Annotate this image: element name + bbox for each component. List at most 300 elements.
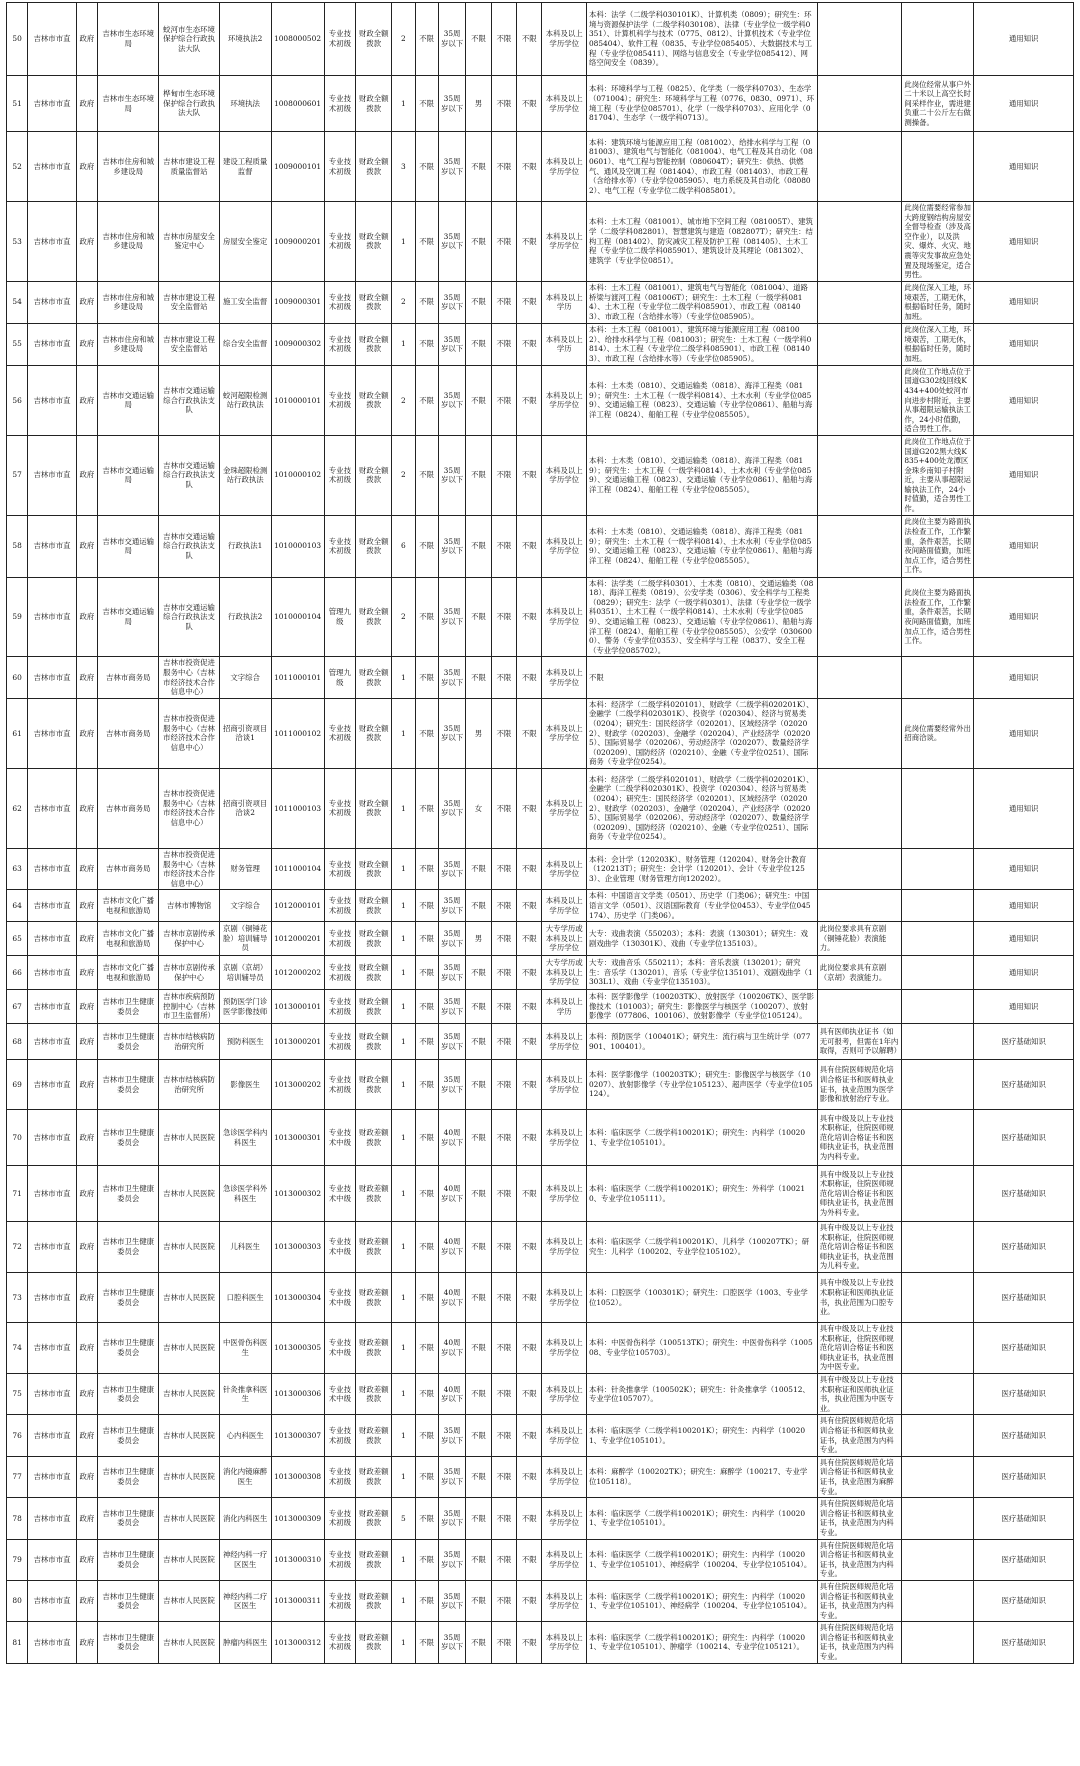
unit-cell: 吉林市交通运输综合行政执法支队: [159, 515, 219, 577]
hire-count-cell: 1: [392, 956, 415, 990]
post-type-cell: 专业技术初级: [324, 1622, 356, 1663]
gender-cell: 不限: [466, 1456, 491, 1497]
post-type-cell: 专业技术初级: [324, 956, 356, 990]
ethnicity-cell: 不限: [491, 76, 516, 132]
gender-cell: 不限: [466, 1110, 491, 1166]
post-name-cell: 消化内科医生: [219, 1498, 271, 1539]
ethnicity-cell: 不限: [491, 1580, 516, 1621]
unit-cell: 吉林市结核病防治研究所: [159, 1060, 219, 1110]
row-number: 59: [7, 577, 28, 657]
gender-cell: 不限: [466, 1580, 491, 1621]
fee-cell: 不限: [415, 1323, 438, 1374]
other-conditions-cell: 具有中级及以上专业技术职称证，住院医师规范化培训合格证书和医师执业证书，执业范围为外科专业。: [817, 1166, 902, 1222]
post-code-cell: 1013000309: [271, 1498, 324, 1539]
ethnicity-cell: 不限: [491, 202, 516, 282]
row-number: 62: [7, 768, 28, 848]
fee-cell: 不限: [415, 1374, 438, 1415]
table-row: [7, 132, 1074, 202]
row-number: 60: [7, 657, 28, 698]
gender-cell: 不限: [466, 956, 491, 990]
ethnicity-cell: 不限: [491, 281, 516, 323]
department-cell: 吉林市卫生健康委员会: [98, 1166, 159, 1222]
region-cell: 吉林市市直: [28, 1273, 77, 1323]
unit-cell: 吉林市建设工程安全监督站: [159, 281, 219, 323]
education-cell: 本科及以上学历学位: [542, 577, 586, 657]
table-row: [7, 202, 1074, 282]
major-requirements-cell: 本科：土木类（0810）、交通运输类（0818）、海洋工程类（0819）；研究生：土木工程（一级学科0814）、土木水利（专业学位0859）、交通运输工程（0823）、交通运输（专业学位0861）、船舶与海洋工程（0824）、船舶工程（专业学位085505）。: [586, 435, 817, 515]
type-cell: 政府: [76, 956, 97, 990]
funding-cell: 财政全额拨款: [356, 922, 392, 956]
education-cell: 本科及以上学历: [542, 323, 586, 365]
remark-cell: 此岗位需要经常外出招商洽谈。: [902, 698, 974, 768]
post-code-cell: 1011000101: [271, 657, 324, 698]
hire-count-cell: 1: [392, 922, 415, 956]
gender-cell: 不限: [466, 1060, 491, 1110]
other-conditions-cell: [817, 323, 902, 365]
ethnicity-cell: 不限: [491, 990, 516, 1024]
unit-cell: 吉林市博物馆: [159, 890, 219, 922]
post-name-cell: 建设工程质量监督: [219, 132, 271, 202]
education-cell: 本科及以上学历学位: [542, 76, 586, 132]
department-cell: 吉林市住房和城乡建设局: [98, 132, 159, 202]
age-cell: 35周岁以下: [438, 365, 466, 435]
unit-cell: 吉林市人民医院: [159, 1498, 219, 1539]
unit-cell: 吉林市交通运输综合行政执法支队: [159, 435, 219, 515]
political-cell: 不限: [517, 577, 542, 657]
political-cell: 不限: [517, 657, 542, 698]
hire-count-cell: 1: [392, 202, 415, 282]
post-type-cell: 专业技术中级: [324, 1110, 356, 1166]
type-cell: 政府: [76, 365, 97, 435]
major-requirements-cell: 本科：土木类（0810）、交通运输类（0818）、海洋工程类（0819）；研究生：土木工程（一级学科0814）、土木水利（专业学位0859）、交通运输工程（0823）、交通运输（专业学位0861）、船舶与海洋工程（0824）、船舶工程（专业学位085505）。: [586, 515, 817, 577]
region-cell: 吉林市市直: [28, 657, 77, 698]
age-cell: 35周岁以下: [438, 1456, 466, 1497]
fee-cell: 不限: [415, 365, 438, 435]
row-number: 78: [7, 1498, 28, 1539]
post-name-cell: 综合安全监督: [219, 323, 271, 365]
type-cell: 政府: [76, 657, 97, 698]
post-type-cell: 专业技术初级: [324, 1024, 356, 1060]
ethnicity-cell: 不限: [491, 1222, 516, 1273]
funding-cell: 财政全额拨款: [356, 956, 392, 990]
post-type-cell: 专业技术初级: [324, 1580, 356, 1621]
unit-cell: 吉林市人民医院: [159, 1110, 219, 1166]
major-requirements-cell: 本科：环境科学与工程（0825）、化学类（一级学科0703）、生态学（071004）；研究生：环境科学与工程（0776、0830、0971）、环境工程（专业学位085701）、化学（一级学科0703）、应用化学（081704）、生态学（一级学科0713）。: [586, 76, 817, 132]
region-cell: 吉林市市直: [28, 1323, 77, 1374]
post-name-cell: 环境执法2: [219, 3, 271, 76]
remark-cell: [902, 1110, 974, 1166]
table-row: [7, 890, 1074, 922]
funding-cell: 财政差额拨款: [356, 1498, 392, 1539]
age-cell: 35周岁以下: [438, 577, 466, 657]
remark-cell: 此岗位主要为路面执法检查工作，工作繁重，条件艰苦，长期夜间路面值勤，加班加点工作，适合男性工作。: [902, 577, 974, 657]
region-cell: 吉林市市直: [28, 848, 77, 889]
age-cell: 40周岁以下: [438, 1110, 466, 1166]
post-type-cell: 专业技术中级: [324, 1166, 356, 1222]
post-code-cell: 1009000301: [271, 281, 324, 323]
post-type-cell: 专业技术初级: [324, 1060, 356, 1110]
row-number: 57: [7, 435, 28, 515]
age-cell: 35周岁以下: [438, 1539, 466, 1580]
exam-subject-cell: 医疗基础知识: [974, 1024, 1074, 1060]
education-cell: 本科及以上学历学位: [542, 1498, 586, 1539]
exam-subject-cell: 通用知识: [974, 365, 1074, 435]
region-cell: 吉林市市直: [28, 956, 77, 990]
department-cell: 吉林市住房和城乡建设局: [98, 202, 159, 282]
unit-cell: 吉林市人民医院: [159, 1580, 219, 1621]
exam-subject-cell: 医疗基础知识: [974, 1222, 1074, 1273]
post-code-cell: 1013000301: [271, 1110, 324, 1166]
department-cell: 吉林市卫生健康委员会: [98, 1323, 159, 1374]
exam-subject-cell: 医疗基础知识: [974, 1060, 1074, 1110]
row-number: 54: [7, 281, 28, 323]
remark-cell: [902, 890, 974, 922]
education-cell: 本科及以上学历: [542, 990, 586, 1024]
type-cell: 政府: [76, 768, 97, 848]
department-cell: 吉林市卫生健康委员会: [98, 1539, 159, 1580]
post-name-cell: 儿科医生: [219, 1222, 271, 1273]
funding-cell: 财政差额拨款: [356, 1415, 392, 1456]
age-cell: 35周岁以下: [438, 281, 466, 323]
post-name-cell: 消化内镜麻醉医生: [219, 1456, 271, 1497]
exam-subject-cell: 医疗基础知识: [974, 1415, 1074, 1456]
fee-cell: 不限: [415, 435, 438, 515]
type-cell: 政府: [76, 1374, 97, 1415]
row-number: 68: [7, 1024, 28, 1060]
age-cell: 35周岁以下: [438, 76, 466, 132]
department-cell: 吉林市交通运输局: [98, 515, 159, 577]
post-name-cell: 神经内科二疗区医生: [219, 1580, 271, 1621]
department-cell: 吉林市文化广播电视和旅游局: [98, 922, 159, 956]
education-cell: 大专学历或本科及以上学历学位: [542, 922, 586, 956]
ethnicity-cell: 不限: [491, 323, 516, 365]
unit-cell: 吉林市人民医院: [159, 1273, 219, 1323]
table-row: [7, 1323, 1074, 1374]
ethnicity-cell: 不限: [491, 890, 516, 922]
hire-count-cell: 1: [392, 1222, 415, 1273]
post-name-cell: 京剧（京胡）培训辅导员: [219, 956, 271, 990]
age-cell: 35周岁以下: [438, 956, 466, 990]
region-cell: 吉林市市直: [28, 515, 77, 577]
department-cell: 吉林市住房和城乡建设局: [98, 281, 159, 323]
post-code-cell: 1013000310: [271, 1539, 324, 1580]
department-cell: 吉林市文化广播电视和旅游局: [98, 956, 159, 990]
education-cell: 本科及以上学历学位: [542, 890, 586, 922]
funding-cell: 财政全额拨款: [356, 365, 392, 435]
post-code-cell: 1008000502: [271, 3, 324, 76]
fee-cell: 不限: [415, 657, 438, 698]
political-cell: 不限: [517, 132, 542, 202]
table-row: [7, 1580, 1074, 1621]
ethnicity-cell: 不限: [491, 435, 516, 515]
unit-cell: 吉林市投资促进服务中心（吉林市经济技术合作信息中心）: [159, 768, 219, 848]
other-conditions-cell: 具有中级及以上专业技术职称证，住院医师规范化培训合格证书和医师执业证书，执业范围为内科专业。: [817, 1110, 902, 1166]
fee-cell: 不限: [415, 1580, 438, 1621]
post-code-cell: 1013000302: [271, 1166, 324, 1222]
major-requirements-cell: 本科：临床医学（二级学科100201K）；研究生：内科学（100201、专业学位105101）。: [586, 1498, 817, 1539]
major-requirements-cell: 本科：会计学（120203K）、财务管理（120204）、财务会计教育（120213T）；研究生：会计学（120201）、会计（专业学位1253）、企业管理（财务管理方向120202）。: [586, 848, 817, 889]
remark-cell: [902, 1323, 974, 1374]
exam-subject-cell: 通用知识: [974, 281, 1074, 323]
unit-cell: 吉林市京剧传承保护中心: [159, 956, 219, 990]
major-requirements-cell: 本科：临床医学（二级学科100201K）；研究生：外科学（100210、专业学位105111）。: [586, 1166, 817, 1222]
row-number: 55: [7, 323, 28, 365]
age-cell: 35周岁以下: [438, 1622, 466, 1663]
table-row: [7, 323, 1074, 365]
department-cell: 吉林市商务局: [98, 657, 159, 698]
region-cell: 吉林市市直: [28, 1060, 77, 1110]
region-cell: 吉林市市直: [28, 323, 77, 365]
unit-cell: 吉林市结核病防治研究所: [159, 1024, 219, 1060]
hire-count-cell: 2: [392, 435, 415, 515]
post-type-cell: 管理九级: [324, 657, 356, 698]
gender-cell: 不限: [466, 848, 491, 889]
hire-count-cell: 1: [392, 1166, 415, 1222]
row-number: 70: [7, 1110, 28, 1166]
ethnicity-cell: 不限: [491, 698, 516, 768]
post-type-cell: 管理九级: [324, 577, 356, 657]
major-requirements-cell: 本科：中医骨伤科学（100513TK）；研究生：中医骨伤科学（100508、专业学位105703）。: [586, 1323, 817, 1374]
political-cell: 不限: [517, 1456, 542, 1497]
exam-subject-cell: 医疗基础知识: [974, 1498, 1074, 1539]
department-cell: 吉林市卫生健康委员会: [98, 1024, 159, 1060]
department-cell: 吉林市交通运输局: [98, 577, 159, 657]
exam-subject-cell: 通用知识: [974, 435, 1074, 515]
other-conditions-cell: 具有中级及以上专业技术职称证，住院医师规范化培训合格证书和医师执业证书，执业范围为中医专业。: [817, 1323, 902, 1374]
major-requirements-cell: 本科：临床医学（二级学科100201K）；研究生：内科学（100201、专业学位105101）、神经病学（100204、专业学位105104）。: [586, 1580, 817, 1621]
type-cell: 政府: [76, 890, 97, 922]
political-cell: 不限: [517, 768, 542, 848]
post-name-cell: 心内科医生: [219, 1415, 271, 1456]
unit-cell: 吉林市交通运输综合行政执法支队: [159, 577, 219, 657]
post-name-cell: 蛟河超限检测站行政执法: [219, 365, 271, 435]
post-type-cell: 专业技术中级: [324, 1374, 356, 1415]
age-cell: 35周岁以下: [438, 698, 466, 768]
type-cell: 政府: [76, 848, 97, 889]
gender-cell: 不限: [466, 1024, 491, 1060]
fee-cell: 不限: [415, 76, 438, 132]
political-cell: 不限: [517, 76, 542, 132]
education-cell: 本科及以上学历学位: [542, 1222, 586, 1273]
post-type-cell: 专业技术初级: [324, 3, 356, 76]
table-row: [7, 848, 1074, 889]
post-name-cell: 财务管理: [219, 848, 271, 889]
funding-cell: 财政全额拨款: [356, 848, 392, 889]
fee-cell: 不限: [415, 1273, 438, 1323]
political-cell: 不限: [517, 515, 542, 577]
type-cell: 政府: [76, 132, 97, 202]
hire-count-cell: 1: [392, 1110, 415, 1166]
age-cell: 35周岁以下: [438, 1024, 466, 1060]
gender-cell: 男: [466, 922, 491, 956]
post-name-cell: 施工安全监督: [219, 281, 271, 323]
table-row: [7, 922, 1074, 956]
gender-cell: 不限: [466, 1374, 491, 1415]
ethnicity-cell: 不限: [491, 1273, 516, 1323]
other-conditions-cell: [817, 281, 902, 323]
region-cell: 吉林市市直: [28, 1222, 77, 1273]
row-number: 73: [7, 1273, 28, 1323]
table-row: [7, 990, 1074, 1024]
remark-cell: [902, 1222, 974, 1273]
funding-cell: 财政全额拨款: [356, 435, 392, 515]
exam-subject-cell: 医疗基础知识: [974, 1622, 1074, 1663]
type-cell: 政府: [76, 1456, 97, 1497]
major-requirements-cell: 本科：临床医学（二级学科100201K）；研究生：内科学（100201、专业学位105101）、肿瘤学（100214、专业学位105121）。: [586, 1622, 817, 1663]
education-cell: 本科及以上学历学位: [542, 768, 586, 848]
hire-count-cell: 1: [392, 1323, 415, 1374]
type-cell: 政府: [76, 1539, 97, 1580]
fee-cell: 不限: [415, 1166, 438, 1222]
ethnicity-cell: 不限: [491, 768, 516, 848]
ethnicity-cell: 不限: [491, 956, 516, 990]
funding-cell: 财政全额拨款: [356, 657, 392, 698]
funding-cell: 财政全额拨款: [356, 515, 392, 577]
hire-count-cell: 1: [392, 768, 415, 848]
major-requirements-cell: 本科：土木工程（081001）、建筑环境与能源应用工程（081002）、给排水科学与工程（081003）；研究生：土木工程（一级学科0814）、土木工程（专业学位二级学科085901）、市政工程（081403）、市政工程（含给排水等）（专业学位085905）。: [586, 323, 817, 365]
row-number: 69: [7, 1060, 28, 1110]
hire-count-cell: 2: [392, 281, 415, 323]
region-cell: 吉林市市直: [28, 922, 77, 956]
education-cell: 本科及以上学历学位: [542, 1323, 586, 1374]
ethnicity-cell: 不限: [491, 1166, 516, 1222]
other-conditions-cell: 具有中级及以上专业技术职称证和医师执业证书，执业范围为口腔专业。: [817, 1273, 902, 1323]
table-row: [7, 3, 1074, 76]
post-type-cell: 专业技术初级: [324, 202, 356, 282]
major-requirements-cell: 本科：麻醉学（100202TK）；研究生：麻醉学（100217、专业学位105118）。: [586, 1456, 817, 1497]
major-requirements-cell: 本科：土木类（0810）、交通运输类（0818）、海洋工程类（0819）；研究生：土木工程（一级学科0814）、土木水利（专业学位0859）、交通运输工程（0823）、交通运输（专业学位0861）、船舶与海洋工程（0824）、船舶工程（专业学位085505）。: [586, 365, 817, 435]
gender-cell: 不限: [466, 365, 491, 435]
unit-cell: 吉林市人民医院: [159, 1456, 219, 1497]
exam-subject-cell: 通用知识: [974, 922, 1074, 956]
age-cell: 35周岁以下: [438, 657, 466, 698]
other-conditions-cell: [817, 515, 902, 577]
department-cell: 吉林市生态环境局: [98, 3, 159, 76]
hire-count-cell: 1: [392, 323, 415, 365]
gender-cell: 不限: [466, 1166, 491, 1222]
fee-cell: 不限: [415, 1539, 438, 1580]
gender-cell: 不限: [466, 1539, 491, 1580]
education-cell: 本科及以上学历学位: [542, 1273, 586, 1323]
type-cell: 政府: [76, 1498, 97, 1539]
other-conditions-cell: 具有住院医师规范化培训合格证书和医师执业证书，执业范围为内科专业。: [817, 1580, 902, 1621]
gender-cell: 不限: [466, 132, 491, 202]
exam-subject-cell: 通用知识: [974, 990, 1074, 1024]
ethnicity-cell: 不限: [491, 1374, 516, 1415]
fee-cell: 不限: [415, 281, 438, 323]
post-code-cell: 1011000102: [271, 698, 324, 768]
exam-subject-cell: 通用知识: [974, 890, 1074, 922]
post-name-cell: 招商引资项目洽谈2: [219, 768, 271, 848]
political-cell: 不限: [517, 990, 542, 1024]
major-requirements-cell: 本科：经济学（二级学科020101）、财政学（二级学科020201K）、金融学（二级学科020301K）、投资学（020304）、经济与贸易类（0204）；研究生：国民经济学（020201）、区域经济学（020202）、财政学（020203）、金融学（020204）、产业经济学（020205）、国际贸易学（020206）、劳动经济学（020207）、数量经济学（020209）、国防经济（020210）、金融（专业学位0251）、国际商务（专业学位0254）。: [586, 698, 817, 768]
department-cell: 吉林市卫生健康委员会: [98, 1222, 159, 1273]
exam-subject-cell: 通用知识: [974, 515, 1074, 577]
major-requirements-cell: 本科：预防医学（100401K）；研究生：流行病与卫生统计学（077901、100401）。: [586, 1024, 817, 1060]
remark-cell: 此岗位工作地点位于国道G202黑大线K835+400处龙潭区金珠乡南知子村附近，主要从事超限运输执法工作，24小时值勤，适合男性工作。: [902, 435, 974, 515]
row-number: 53: [7, 202, 28, 282]
other-conditions-cell: 具有中级及以上专业技术职称证，住院医师规范化培训合格证书和医师执业证书，执业范围为儿科专业。: [817, 1222, 902, 1273]
fee-cell: 不限: [415, 1222, 438, 1273]
region-cell: 吉林市市直: [28, 1374, 77, 1415]
education-cell: 本科及以上学历学位: [542, 848, 586, 889]
gender-cell: 不限: [466, 515, 491, 577]
department-cell: 吉林市卫生健康委员会: [98, 1622, 159, 1663]
region-cell: 吉林市市直: [28, 3, 77, 76]
table-body: [7, 3, 1074, 1664]
remark-cell: [902, 768, 974, 848]
exam-subject-cell: 医疗基础知识: [974, 1539, 1074, 1580]
table-row: [7, 1539, 1074, 1580]
unit-cell: 吉林市建设工程安全监督站: [159, 323, 219, 365]
funding-cell: 财政全额拨款: [356, 323, 392, 365]
region-cell: 吉林市市直: [28, 76, 77, 132]
post-type-cell: 专业技术初级: [324, 1539, 356, 1580]
hire-count-cell: 5: [392, 1498, 415, 1539]
region-cell: 吉林市市直: [28, 1166, 77, 1222]
education-cell: 本科及以上学历学位: [542, 1622, 586, 1663]
type-cell: 政府: [76, 202, 97, 282]
table-row: [7, 1374, 1074, 1415]
education-cell: 本科及以上学历学位: [542, 1539, 586, 1580]
row-number: 79: [7, 1539, 28, 1580]
table-row: [7, 1415, 1074, 1456]
remark-cell: [902, 1580, 974, 1621]
ethnicity-cell: 不限: [491, 1456, 516, 1497]
department-cell: 吉林市卫生健康委员会: [98, 1580, 159, 1621]
gender-cell: 不限: [466, 435, 491, 515]
fee-cell: 不限: [415, 202, 438, 282]
other-conditions-cell: [817, 990, 902, 1024]
major-requirements-cell: 本科：土木工程（081001）、建筑电气与智能化（081004）、道路桥梁与渡河工程（081006T）；研究生：土木工程（一级学科0814）、土木工程（专业学位二级学科085901）、市政工程（081403）、市政工程（含给排水等）（专业学位085905）。: [586, 281, 817, 323]
table-row: [7, 1622, 1074, 1663]
hire-count-cell: 1: [392, 1415, 415, 1456]
row-number: 61: [7, 698, 28, 768]
post-code-cell: 1013000308: [271, 1456, 324, 1497]
post-name-cell: 针灸推拿科医生: [219, 1374, 271, 1415]
remark-cell: 此岗位深入工地，环境艰苦，工期无休，根据临时任务，随时加班。: [902, 281, 974, 323]
table-row: [7, 1222, 1074, 1273]
fee-cell: 不限: [415, 698, 438, 768]
gender-cell: 不限: [466, 281, 491, 323]
post-code-cell: 1013000305: [271, 1323, 324, 1374]
gender-cell: 不限: [466, 1622, 491, 1663]
gender-cell: 不限: [466, 657, 491, 698]
post-type-cell: 专业技术初级: [324, 515, 356, 577]
political-cell: 不限: [517, 323, 542, 365]
exam-subject-cell: 通用知识: [974, 132, 1074, 202]
hire-count-cell: 1: [392, 698, 415, 768]
other-conditions-cell: [817, 768, 902, 848]
age-cell: 40周岁以下: [438, 1166, 466, 1222]
post-name-cell: 急诊医学科外科医生: [219, 1166, 271, 1222]
post-code-cell: 1013000311: [271, 1580, 324, 1621]
hire-count-cell: 1: [392, 890, 415, 922]
row-number: 71: [7, 1166, 28, 1222]
major-requirements-cell: 本科：针灸推拿学（100502K）；研究生：针灸推拿学（100512、专业学位105707）。: [586, 1374, 817, 1415]
row-number: 75: [7, 1374, 28, 1415]
exam-subject-cell: 医疗基础知识: [974, 1110, 1074, 1166]
exam-subject-cell: 医疗基础知识: [974, 1580, 1074, 1621]
political-cell: 不限: [517, 3, 542, 76]
table-row: [7, 76, 1074, 132]
fee-cell: 不限: [415, 1498, 438, 1539]
post-name-cell: 预防科医生: [219, 1024, 271, 1060]
political-cell: 不限: [517, 890, 542, 922]
major-requirements-cell: 本科：经济学（二级学科020101）、财政学（二级学科020201K）、金融学（二级学科020301K）、投资学（020304）、经济与贸易类（0204）；研究生：国民经济学（020201）、区域经济学（020202）、财政学（020203）、金融学（020204）、产业经济学（020205）、国际贸易学（020206）、劳动经济学（020207）、数量经济学（020209）、国防经济（020210）、金融（专业学位0251）、国际商务（专业学位0254）。: [586, 768, 817, 848]
unit-cell: 吉林市投资促进服务中心（吉林市经济技术合作信息中心）: [159, 657, 219, 698]
fee-cell: 不限: [415, 515, 438, 577]
